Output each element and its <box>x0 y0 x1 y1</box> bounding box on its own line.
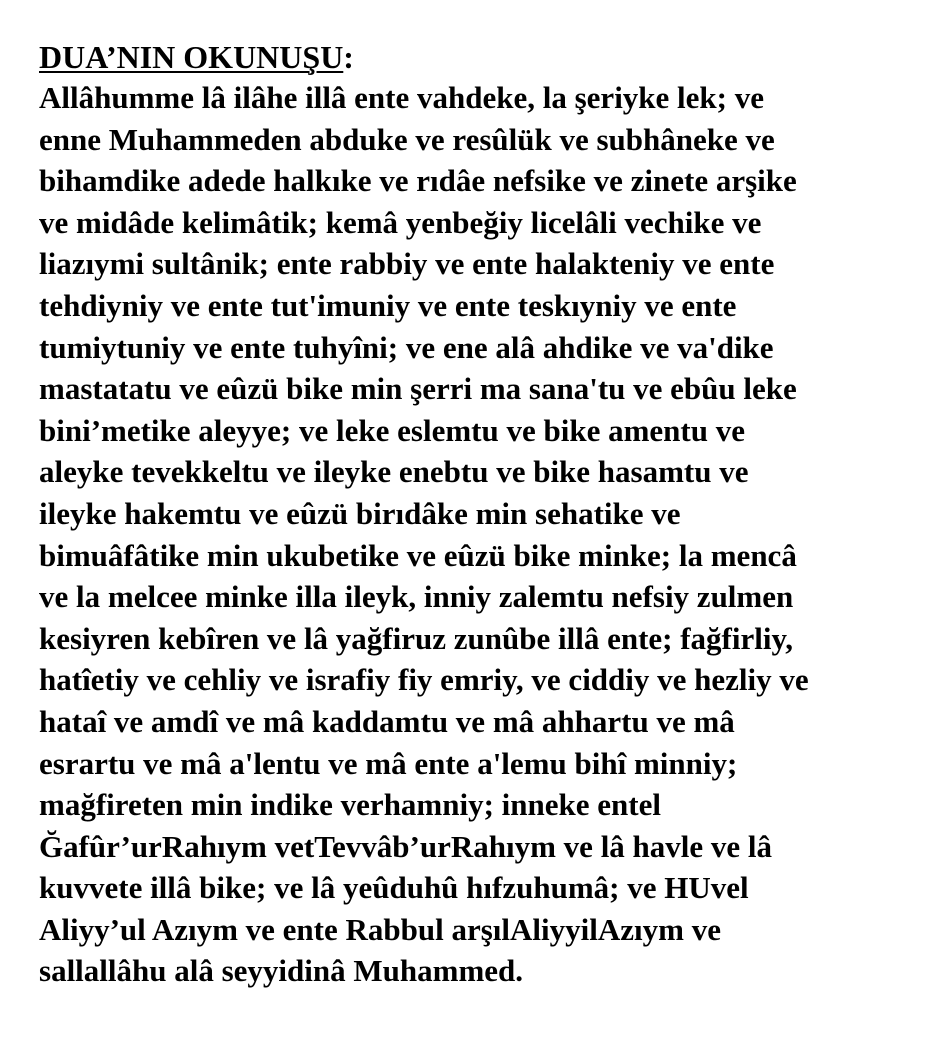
text-line: esrartu ve mâ a'lentu ve mâ ente a'lemu bihî minniy; <box>39 745 738 781</box>
text-line: kesiyren kebîren ve lâ yağfiruz zunûbe illâ ente; fağfirliy, <box>39 620 794 656</box>
text-line: Ğafûr’urRahıym vetTevvâb’urRahıym ve lâ havle ve lâ <box>39 828 773 864</box>
text-line: bimuâfâtike min ukubetike ve eûzü bike minke; la mencâ <box>39 537 797 573</box>
text-line: ileyke hakemtu ve eûzü birıdâke min sehatike ve <box>39 495 681 531</box>
text-line: bihamdike adede halkıke ve rıdâe nefsike ve zinete arşike <box>39 163 797 199</box>
title-text: DUA’NIN OKUNUŞU <box>39 39 344 75</box>
title-colon: : <box>343 39 354 75</box>
text-line: mastatatu ve eûzü bike min şerri ma sana'tu ve ebûu leke <box>39 371 797 407</box>
text-line: liazıymi sultânik; ente rabbiy ve ente halakteniy ve ente <box>39 246 775 282</box>
text-line: enne Muhammeden abduke ve resûlük ve subhâneke ve <box>39 121 775 157</box>
prayer-text <box>39 77 939 992</box>
text-line: ve midâde kelimâtik; kemâ yenbeğiy licelâli vechike ve <box>39 204 762 240</box>
text-line: tumiytuniy ve ente tuhyîni; ve ene alâ ahdike ve va'dike <box>39 329 774 365</box>
text-line: Aliyy’ul Azıym ve ente Rabbul arşılAliyyilAzıym ve <box>39 911 721 947</box>
text-line: bini’metike aleyye; ve leke eslemtu ve bike amentu ve <box>39 412 745 448</box>
text-line: hataî ve amdî ve mâ kaddamtu ve mâ ahhartu ve mâ <box>39 703 735 739</box>
text-line: kuvvete illâ bike; ve lâ yeûduhû hıfzuhumâ; ve HUvel <box>39 870 749 906</box>
text-line: tehdiyniy ve ente tut'imuniy ve ente teskıyniy ve ente <box>39 287 737 323</box>
text-line: sallallâhu alâ seyyidinâ Muhammed. <box>39 953 524 989</box>
text-line: ve la melcee minke illa ileyk, inniy zalemtu nefsiy zulmen <box>39 579 794 615</box>
text-line: Allâhumme lâ ilâhe illâ ente vahdeke, la şeriyke lek; ve <box>39 80 765 115</box>
text-line: hatîetiy ve cehliy ve israfiy fiy emriy, ve ciddiy ve hezliy ve <box>39 662 809 698</box>
text-line: aleyke tevekkeltu ve ileyke enebtu ve bike hasamtu ve <box>39 454 749 490</box>
prayer-document <box>39 37 939 992</box>
text-line: mağfireten min indike verhamniy; inneke entel <box>39 787 661 823</box>
page-title <box>39 37 939 77</box>
